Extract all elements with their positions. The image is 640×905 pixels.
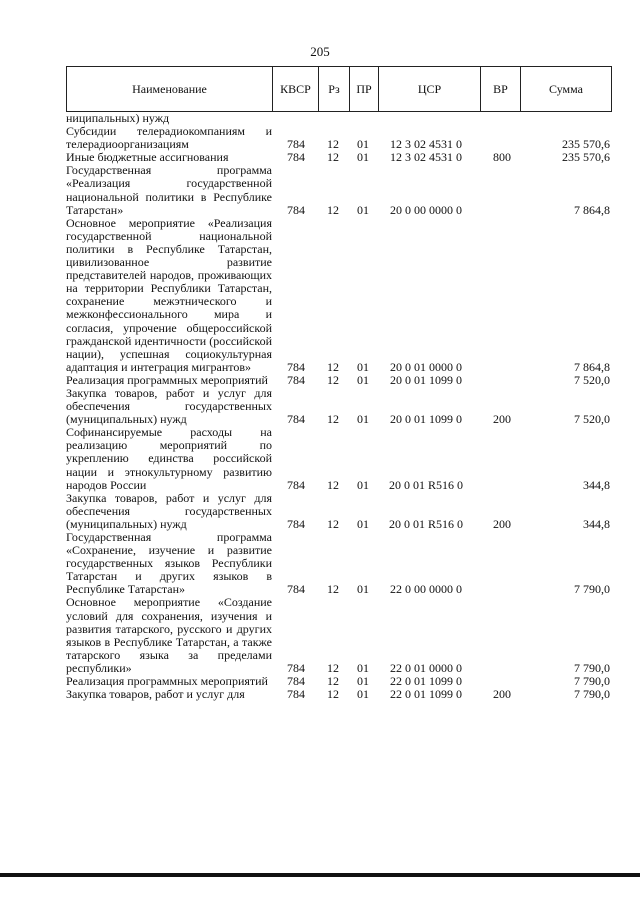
- row-sum: 7 520,0: [574, 412, 610, 427]
- header-name: Наименование: [67, 67, 273, 111]
- row-rz: 12: [327, 150, 339, 165]
- row-vr: 200: [493, 516, 511, 531]
- row-sum: 235 570,6: [562, 137, 610, 152]
- row-sum: 344,8: [583, 477, 610, 492]
- row-name: Основное мероприятие «Реализация государственной национальной политики в Республике Татарстан, цивилизованное развитие представителей народов, проживающих на территории Республики Татарстан, сохранение межэтнического и межконфессионального мира и согласия, упрочение общероссийской гражданской идентичности (российской нации), успешная социокультурная адаптация и интеграция мигрантов»: [66, 215, 272, 374]
- row-name: Реализация программных мероприятий: [66, 372, 268, 387]
- header-kvsr: КВСР: [273, 67, 319, 111]
- row-sum: 344,8: [583, 516, 610, 531]
- row-rz: 12: [327, 582, 339, 597]
- header-rz: Рз: [319, 67, 350, 111]
- row-csr: 22 0 01 1099 0: [390, 687, 462, 702]
- row-kvsr: 784: [287, 477, 305, 492]
- row-csr: 22 0 01 1099 0: [390, 674, 462, 689]
- table-row: [66, 387, 612, 426]
- row-name: Государственная программа «Сохранение, изучение и развитие государственных языков Республики Татарстан и других языков в Республике Татарстан»: [66, 530, 272, 597]
- row-rz: 12: [327, 516, 339, 531]
- row-vr: 200: [493, 687, 511, 702]
- row-kvsr: 784: [287, 687, 305, 702]
- row-name: Субсидии телерадиокомпаниям и телерадиоорганизациям: [66, 124, 272, 152]
- row-rz: 12: [327, 202, 339, 217]
- row-pr: 01: [357, 202, 369, 217]
- table-row: [66, 164, 612, 216]
- row-vr: 800: [493, 150, 511, 165]
- header-pr: ПР: [350, 67, 379, 111]
- row-pr: 01: [357, 674, 369, 689]
- header-vr: ВР: [481, 67, 521, 111]
- table-row: [66, 374, 612, 387]
- row-csr: 22 0 01 0000 0: [390, 660, 462, 675]
- row-rz: 12: [327, 412, 339, 427]
- row-kvsr: 784: [287, 150, 305, 165]
- table-row: [66, 596, 612, 675]
- row-kvsr: 784: [287, 674, 305, 689]
- row-rz: 12: [327, 660, 339, 675]
- row-kvsr: 784: [287, 359, 305, 374]
- row-pr: 01: [357, 412, 369, 427]
- row-rz: 12: [327, 359, 339, 374]
- row-csr: 20 0 01 R516 0: [388, 477, 463, 492]
- row-pr: 01: [357, 516, 369, 531]
- row-rz: 12: [327, 477, 339, 492]
- table-row: [66, 217, 612, 374]
- row-name: Софинансируемые расходы на реализацию мероприятий по укреплению единства российской нации и этнокультурному развитию народов России: [66, 425, 272, 492]
- table-row: [66, 492, 612, 531]
- row-sum: 7 790,0: [574, 687, 610, 702]
- row-sum: 7 520,0: [574, 372, 610, 387]
- row-rz: 12: [327, 674, 339, 689]
- table-row: [66, 426, 612, 491]
- row-sum: 7 790,0: [574, 660, 610, 675]
- row-pr: 01: [357, 687, 369, 702]
- row-csr: 20 0 01 1099 0: [390, 412, 462, 427]
- row-sum: 7 790,0: [574, 674, 610, 689]
- row-csr: 12 3 02 4531 0: [390, 150, 462, 165]
- row-csr: 20 0 01 1099 0: [390, 372, 462, 387]
- row-pr: 01: [357, 477, 369, 492]
- table-row: [66, 531, 612, 596]
- row-name: Иные бюджетные ассигнования: [66, 150, 229, 165]
- header-sum: Сумма: [549, 82, 583, 96]
- header-csr: ЦСР: [379, 67, 481, 111]
- row-pr: 01: [357, 359, 369, 374]
- row-name: Закупка товаров, работ и услуг для обеспечения государственных (муниципальных) нужд: [66, 490, 272, 531]
- row-pr: 01: [357, 660, 369, 675]
- row-kvsr: 784: [287, 516, 305, 531]
- row-sum: 7 864,8: [574, 202, 610, 217]
- row-csr: 12 3 02 4531 0: [390, 137, 462, 152]
- table-row: [66, 125, 612, 151]
- row-kvsr: 784: [287, 202, 305, 217]
- row-name: Реализация программных мероприятий: [66, 674, 268, 689]
- row-kvsr: 784: [287, 372, 305, 387]
- row-name: ниципальных) нужд: [66, 111, 170, 125]
- row-csr: 22 0 00 0000 0: [390, 582, 462, 597]
- row-pr: 01: [357, 137, 369, 152]
- row-rz: 12: [327, 372, 339, 387]
- table-header: [66, 66, 612, 112]
- row-name: Закупка товаров, работ и услуг для: [66, 687, 245, 702]
- row-kvsr: 784: [287, 412, 305, 427]
- row-name: Государственная программа «Реализация государственной национальной политики в Республике Татарстан»: [66, 163, 272, 217]
- row-pr: 01: [357, 582, 369, 597]
- page-bottom-rule: [0, 873, 640, 877]
- row-kvsr: 784: [287, 582, 305, 597]
- row-rz: 12: [327, 687, 339, 702]
- row-kvsr: 784: [287, 660, 305, 675]
- row-sum: 235 570,6: [562, 150, 610, 165]
- row-csr: 20 0 01 R516 0: [388, 516, 463, 531]
- row-rz: 12: [327, 137, 339, 152]
- row-vr: 200: [493, 412, 511, 427]
- row-name: Закупка товаров, работ и услуг для обеспечения государственных (муниципальных) нужд: [66, 385, 272, 427]
- row-name: Основное мероприятие «Создание условий для сохранения, изучения и развития татарского, русского и других языков в Республике Татарстан, а также татарского языка за пределами республики»: [66, 595, 272, 675]
- row-csr: 20 0 01 0000 0: [390, 359, 462, 374]
- row-sum: 7 864,8: [574, 359, 610, 374]
- table-body: [66, 112, 612, 701]
- table-row: [66, 688, 612, 701]
- row-kvsr: 784: [287, 137, 305, 152]
- page-number: 205: [310, 44, 330, 59]
- row-sum: 7 790,0: [574, 582, 610, 597]
- row-pr: 01: [357, 372, 369, 387]
- row-csr: 20 0 00 0000 0: [390, 202, 462, 217]
- row-pr: 01: [357, 150, 369, 165]
